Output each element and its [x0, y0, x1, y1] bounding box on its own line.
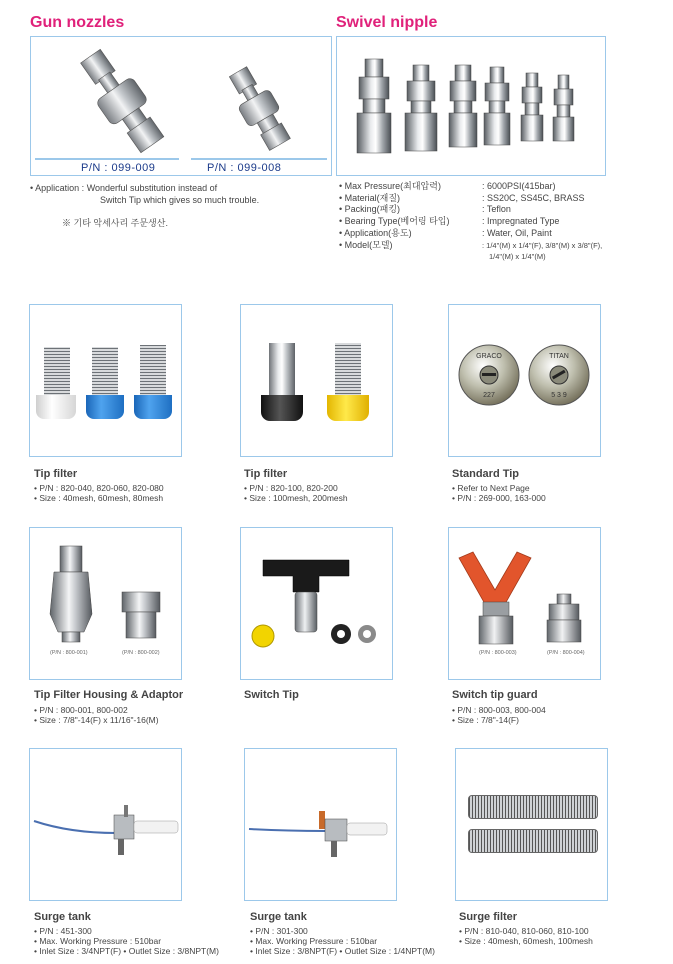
switch-tip-guard-image: [449, 528, 600, 679]
product-specs-surge-tank-1: [34, 926, 219, 956]
product-specs-tip-filter-1: [34, 483, 164, 503]
spec-line: • P/N : 451-300: [34, 926, 92, 936]
spec-label-application: Application(용도): [344, 227, 412, 238]
white-cap-shape: [36, 395, 76, 419]
caption-adaptor: (P/N : 800-002): [122, 650, 160, 656]
surge-tank-2-photo: [244, 748, 397, 901]
product-title-switch-tip-guard: Switch tip guard: [452, 689, 538, 701]
spec-label-model: Model(모델): [344, 239, 393, 250]
application-label: Application :: [35, 183, 87, 193]
spec-bullet: •: [339, 181, 345, 191]
product-specs-standard-tip: [452, 483, 546, 503]
swivel-nipple-specs: [339, 181, 639, 263]
gun-nozzle-application: [30, 182, 259, 206]
product-title-standard-tip: Standard Tip: [452, 468, 520, 480]
spec-line: • Refer to Next Page: [452, 483, 530, 493]
surge-tank-1-photo: [29, 748, 182, 901]
spec-value-application: : Water, Oil, Paint: [482, 227, 552, 238]
surge-filter-mesh-1: [468, 795, 598, 819]
mesh-filter-shape: [44, 347, 70, 397]
spec-line: • Inlet Size : 3/4NPT(F) • Outlet Size : 3/8NPT(M): [34, 946, 219, 956]
mesh-filter-shape: [335, 343, 361, 397]
spec-label-max-pressure: Max Pressure(최대압력): [344, 181, 441, 191]
product-title-housing-adaptor: Tip Filter Housing & Adaptor: [34, 689, 184, 701]
swivel-nipple-photo: [336, 36, 606, 176]
tip-stamp-left-top: GRACO: [476, 353, 502, 360]
swivel-nipple-heading: Swivel nipple: [336, 14, 438, 31]
spec-line: • P/N : 810-040, 810-060, 810-100: [459, 926, 589, 936]
spec-line: • Size : 100mesh, 200mesh: [244, 493, 348, 503]
surge-filter-mesh-2: [468, 829, 598, 853]
spec-line: • Size : 7/8"-14(F): [452, 715, 519, 725]
product-specs-tip-filter-2: [244, 483, 348, 503]
spec-label-packing: Packing(패킹): [344, 204, 401, 215]
product-specs-surge-filter: [459, 926, 593, 946]
spec-line: • Max. Working Pressure : 510bar: [250, 936, 378, 946]
surge-tank-1-image: [30, 749, 181, 900]
spec-line: • P/N : 301-300: [250, 926, 308, 936]
gun-nozzle-pn-2: P/N : 099-008: [207, 162, 282, 174]
gun-nozzles-heading: Gun nozzles: [30, 14, 125, 31]
housing-adaptor-photo: [29, 527, 182, 680]
switch-tip-image: [241, 528, 392, 679]
surge-tank-2-image: [245, 749, 396, 900]
spec-value-model: : 1/4"(M) x 1/4"(F), 3/8"(M) x 3/8"(F),: [482, 240, 603, 250]
gun-nozzle-image: [31, 37, 331, 175]
spec-bullet: •: [339, 216, 345, 227]
gun-nozzle-note: ※ 기타 악세사리 주문생산.: [62, 218, 168, 228]
caption-guard-2: (P/N : 800-004): [547, 650, 585, 656]
product-title-tip-filter-2: Tip filter: [244, 468, 288, 480]
caption-guard-1: (P/N : 800-003): [479, 650, 517, 656]
surge-filter-photo: [455, 748, 608, 901]
spec-line: • Inlet Size : 3/8NPT(F) • Outlet Size : 1/4NPT(M): [250, 946, 435, 956]
spec-value-model-line-2: 1/4"(M) x 1/4"(M): [489, 252, 546, 262]
yellow-cap-shape: [327, 395, 369, 421]
blue-cap-shape: [86, 395, 124, 419]
switch-tip-guard-photo: [448, 527, 601, 680]
tip-filter-2-photo: [240, 304, 393, 457]
tip-stamp-right-bottom: 5 3 9: [551, 392, 567, 399]
product-specs-surge-tank-2: [250, 926, 435, 956]
caption-housing: (P/N : 800-001): [50, 650, 88, 656]
housing-adaptor-image: [30, 528, 181, 679]
blue-cap-shape: [134, 395, 172, 419]
spec-value-max-pressure: : 6000PSI(415bar): [482, 181, 556, 191]
spec-line: • P/N : 800-003, 800-004: [452, 705, 546, 715]
tip-stamp-left-bottom: 227: [483, 392, 495, 399]
spec-line: • P/N : 800-001, 800-002: [34, 705, 128, 715]
spec-line: • Max. Working Pressure : 510bar: [34, 936, 162, 946]
tip-filter-1-photo: [29, 304, 182, 457]
spec-bullet: •: [339, 204, 345, 215]
product-specs-switch-tip-guard: [452, 705, 546, 725]
spec-line: • P/N : 820-040, 820-060, 820-080: [34, 483, 164, 493]
spec-label-bearing: Bearing Type(베어링 타입): [344, 216, 450, 227]
spec-line: • Size : 40mesh, 60mesh, 100mesh: [459, 936, 593, 946]
filter-body-shape: [269, 343, 295, 397]
gun-nozzle-pn-1: P/N : 099-009: [81, 162, 156, 174]
spec-value-packing: : Teflon: [482, 204, 511, 215]
spec-line: • Size : 7/8"-14(F) x 11/16"-16(M): [34, 715, 159, 725]
application-line-2: Switch Tip which gives so much trouble.: [100, 195, 260, 205]
spec-bullet: •: [339, 239, 345, 250]
swivel-nipple-image: [337, 37, 605, 175]
standard-tip-image: [449, 305, 600, 456]
product-title-surge-tank-1: Surge tank: [34, 911, 91, 923]
spec-value-bearing: : Impregnated Type: [482, 216, 560, 227]
standard-tip-photo: [448, 304, 601, 457]
spec-label-material: Material(재질): [344, 192, 401, 203]
spec-bullet: •: [339, 227, 345, 238]
product-specs-housing-adaptor: [34, 705, 159, 725]
gun-nozzles-photo: [30, 36, 332, 176]
application-line-1: Wonderful substitution instead of: [86, 183, 218, 193]
mesh-filter-shape: [140, 345, 166, 397]
spec-line: • Size : 40mesh, 60mesh, 80mesh: [34, 493, 164, 503]
product-title-surge-filter: Surge filter: [459, 911, 518, 923]
spec-line: • P/N : 820-100, 820-200: [244, 483, 338, 493]
product-title-switch-tip: Switch Tip: [244, 689, 299, 701]
spec-value-material: : SS20C, SS45C, BRASS: [482, 192, 585, 203]
switch-tip-photo: [240, 527, 393, 680]
tip-stamp-right-top: TITAN: [549, 353, 569, 360]
product-title-tip-filter-1: Tip filter: [34, 468, 78, 480]
black-cap-shape: [261, 395, 303, 421]
product-title-surge-tank-2: Surge tank: [250, 911, 307, 923]
bullet: •: [30, 183, 36, 193]
spec-bullet: •: [339, 192, 345, 203]
mesh-filter-shape: [92, 347, 118, 397]
spec-line: • P/N : 269-000, 163-000: [452, 493, 546, 503]
